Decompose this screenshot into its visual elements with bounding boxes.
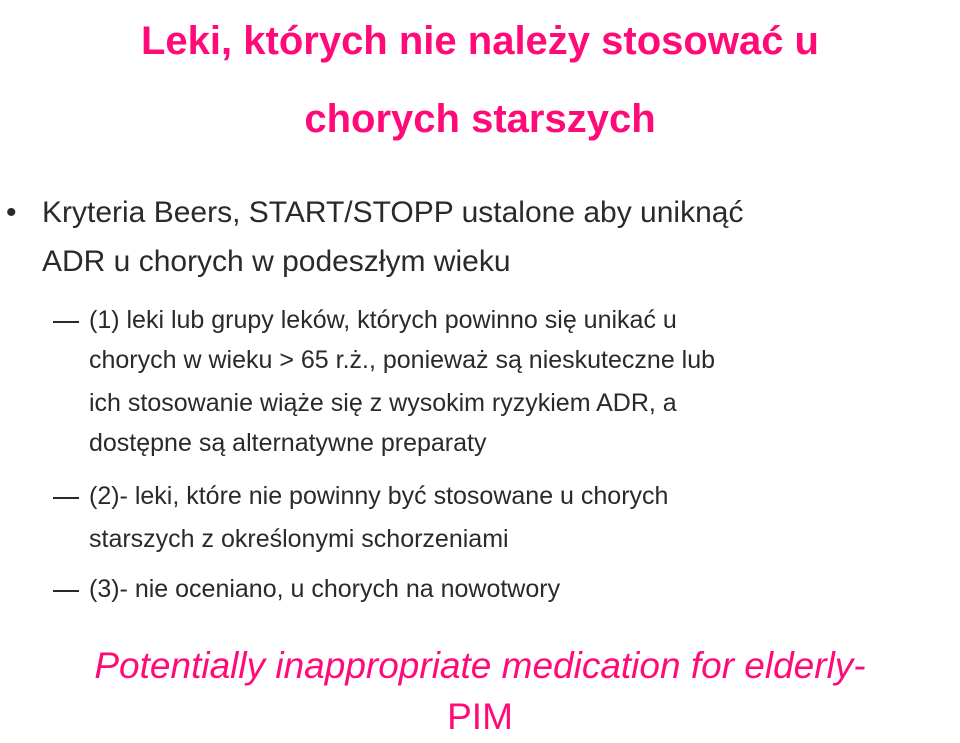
slide-title (20, 2, 940, 158)
bullet-dot-icon: • (6, 196, 17, 229)
subitem-2-line-2: starszych z określonymi schorzeniami (89, 525, 509, 553)
subitem-1-line-3: ich stosowanie wiąże się z wysokim ryzykiem ADR, a (89, 389, 677, 417)
footer-line-2: PIM (447, 696, 513, 737)
footer-caption (0, 640, 960, 742)
dash-icon (53, 497, 79, 499)
subitem-3-line-1: (3)- nie oceniano, u chorych na nowotwory (89, 575, 561, 603)
bullet-text-line-2: ADR u chorych w podeszłym wieku (42, 245, 511, 278)
bullet-text-line-1: Kryteria Beers, START/STOPP ustalone aby uniknąć (42, 196, 744, 229)
subitem-1-line-4: dostępne są alternatywne preparaty (89, 429, 487, 457)
slide-title-line-2: chorych starszych (304, 97, 656, 141)
dash-icon (53, 321, 79, 323)
subitem-2-line-1: (2)- leki, które nie powinny być stosowane u chorych (89, 482, 669, 510)
dash-icon (53, 590, 79, 592)
subitem-1-line-2: chorych w wieku > 65 r.ż., ponieważ są nieskuteczne lub (89, 346, 716, 374)
subitem-1-line-1: (1) leki lub grupy leków, których powinno się unikać u (89, 306, 677, 334)
footer-line-1: Potentially inappropriate medication for elderly- (94, 645, 866, 686)
slide-title-line-1: Leki, których nie należy stosować u (140, 19, 819, 63)
